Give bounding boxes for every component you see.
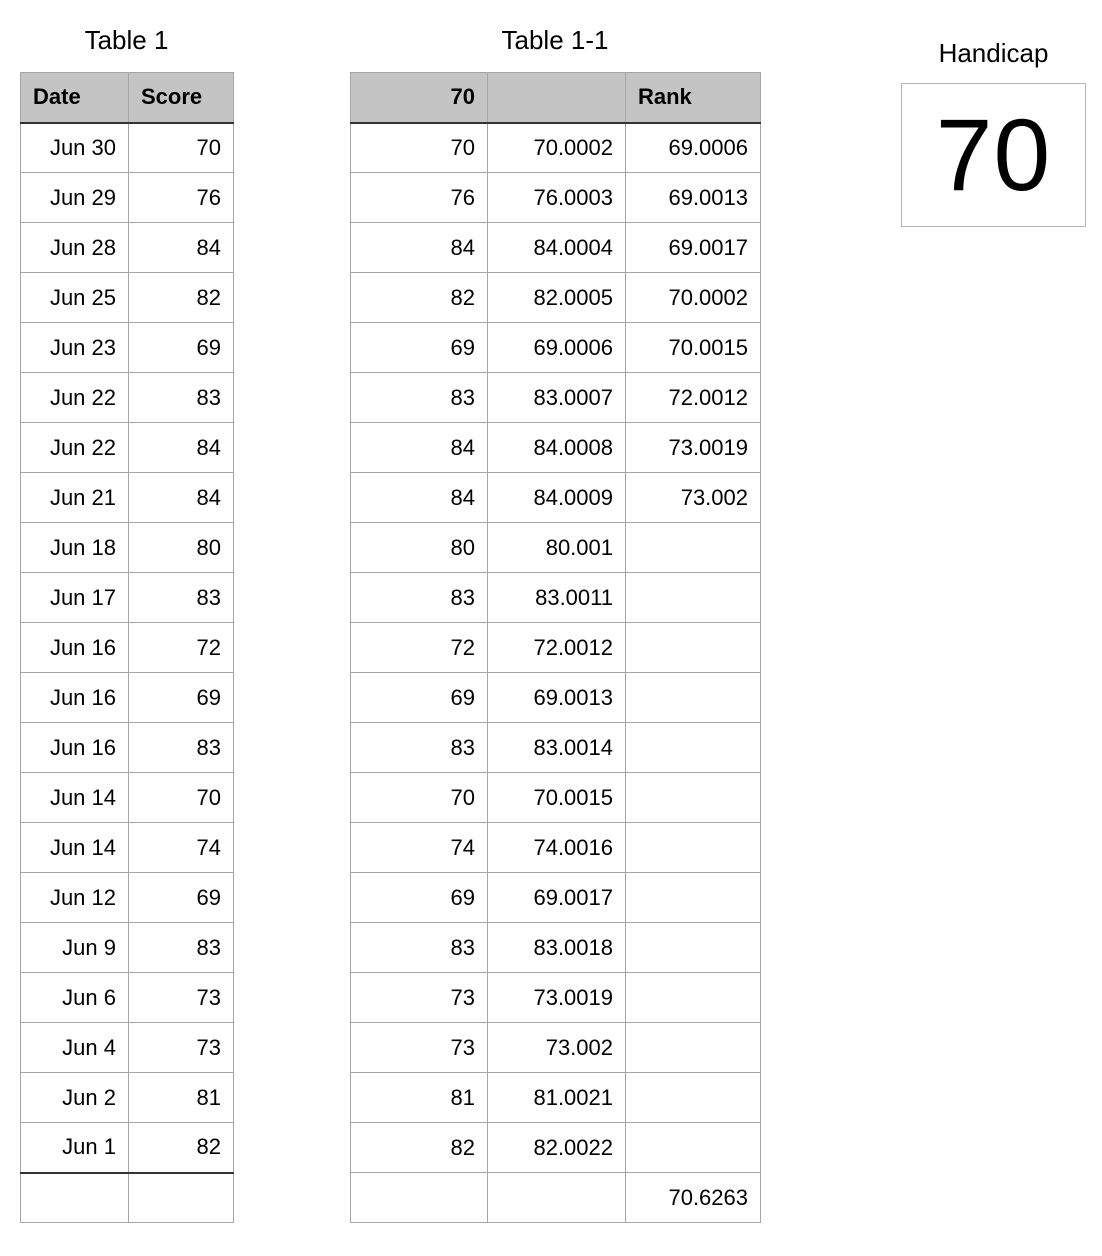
- handicap-title: Handicap: [938, 38, 1049, 68]
- rank-table: [350, 72, 761, 1223]
- table-row: [21, 573, 234, 623]
- cell[interactable]: 83.0018: [488, 923, 626, 973]
- table-row: [351, 1123, 761, 1173]
- table-row: [351, 723, 761, 773]
- cell[interactable]: 69: [129, 323, 234, 373]
- header-cell[interactable]: 70: [351, 73, 488, 123]
- cell[interactable]: [626, 823, 761, 873]
- cell[interactable]: 73: [351, 1023, 488, 1073]
- cell[interactable]: 83: [351, 573, 488, 623]
- cell[interactable]: 70.0015: [626, 323, 761, 373]
- table-row: [351, 1073, 761, 1123]
- cell[interactable]: Jun 25: [21, 273, 129, 323]
- cell[interactable]: 83: [129, 373, 234, 423]
- header-cell[interactable]: Date: [21, 73, 129, 123]
- cell[interactable]: 72.0012: [488, 623, 626, 673]
- cell[interactable]: 70: [129, 123, 234, 173]
- table2-title: Table 1-1: [501, 25, 609, 55]
- cell[interactable]: Jun 16: [21, 723, 129, 773]
- table-row: [351, 823, 761, 873]
- cell[interactable]: Jun 22: [21, 373, 129, 423]
- cell[interactable]: 82: [129, 1123, 234, 1173]
- cell[interactable]: [129, 1173, 234, 1223]
- cell[interactable]: 69: [129, 873, 234, 923]
- cell[interactable]: 72: [351, 623, 488, 673]
- cell[interactable]: 84.0008: [488, 423, 626, 473]
- table-row: [21, 173, 234, 223]
- cell[interactable]: [626, 573, 761, 623]
- cell[interactable]: 69.0013: [626, 173, 761, 223]
- cell[interactable]: 83: [351, 923, 488, 973]
- cell[interactable]: [626, 623, 761, 673]
- cell[interactable]: 84: [129, 223, 234, 273]
- table-row: [21, 1123, 234, 1173]
- cell[interactable]: Jun 2: [21, 1073, 129, 1123]
- cell[interactable]: [351, 1173, 488, 1223]
- cell[interactable]: [488, 1173, 626, 1223]
- handicap-value: 70: [935, 98, 1052, 212]
- cell[interactable]: Jun 16: [21, 623, 129, 673]
- cell[interactable]: 84.0009: [488, 473, 626, 523]
- cell[interactable]: 82.0022: [488, 1123, 626, 1173]
- table-row: [351, 573, 761, 623]
- cell[interactable]: [21, 1173, 129, 1223]
- table-row: [21, 873, 234, 923]
- cell[interactable]: Jun 21: [21, 473, 129, 523]
- header-row: [351, 73, 761, 123]
- cell[interactable]: 74: [129, 823, 234, 873]
- table-row: [351, 223, 761, 273]
- cell[interactable]: [626, 1023, 761, 1073]
- table1-title: Table 1: [84, 25, 169, 55]
- cell[interactable]: 70.0002: [626, 273, 761, 323]
- cell[interactable]: 81: [351, 1073, 488, 1123]
- cell[interactable]: 76.0003: [488, 173, 626, 223]
- cell[interactable]: 84: [351, 223, 488, 273]
- cell[interactable]: 73.0019: [626, 423, 761, 473]
- table-row: [351, 773, 761, 823]
- cell[interactable]: Jun 14: [21, 773, 129, 823]
- table-row: [351, 123, 761, 173]
- cell[interactable]: 70.6263: [626, 1173, 761, 1223]
- cell[interactable]: 74: [351, 823, 488, 873]
- cell[interactable]: 76: [129, 173, 234, 223]
- table-row: [351, 373, 761, 423]
- rank-table-section: [350, 25, 760, 1223]
- cell[interactable]: 69: [351, 323, 488, 373]
- table-row: [21, 1023, 234, 1073]
- table-row: [21, 823, 234, 873]
- cell[interactable]: 69: [351, 673, 488, 723]
- table-row: [21, 773, 234, 823]
- cell[interactable]: Jun 30: [21, 123, 129, 173]
- table-row: [21, 223, 234, 273]
- table-row: [351, 623, 761, 673]
- cell[interactable]: 83.0011: [488, 573, 626, 623]
- table-row: [21, 473, 234, 523]
- table-row: [351, 423, 761, 473]
- cell[interactable]: Jun 12: [21, 873, 129, 923]
- cell[interactable]: 69.0006: [488, 323, 626, 373]
- footer-row: [351, 1173, 761, 1223]
- table-row: [21, 373, 234, 423]
- cell[interactable]: 81: [129, 1073, 234, 1123]
- table-row: [21, 273, 234, 323]
- handicap-section: [901, 38, 1086, 227]
- table-row: [351, 973, 761, 1023]
- table-row: [351, 323, 761, 373]
- cell[interactable]: [626, 723, 761, 773]
- cell[interactable]: [626, 923, 761, 973]
- table-row: [351, 273, 761, 323]
- cell[interactable]: 70: [129, 773, 234, 823]
- cell[interactable]: 83.0007: [488, 373, 626, 423]
- cell[interactable]: 72: [129, 623, 234, 673]
- cell[interactable]: [626, 1123, 761, 1173]
- cell[interactable]: [626, 973, 761, 1023]
- cell[interactable]: [626, 873, 761, 923]
- cell[interactable]: 69: [129, 673, 234, 723]
- cell[interactable]: Jun 23: [21, 323, 129, 373]
- cell[interactable]: Jun 29: [21, 173, 129, 223]
- cell[interactable]: 83.0014: [488, 723, 626, 773]
- cell[interactable]: [626, 1073, 761, 1123]
- cell[interactable]: 80: [129, 523, 234, 573]
- cell[interactable]: 69.0006: [626, 123, 761, 173]
- cell[interactable]: 82.0005: [488, 273, 626, 323]
- cell[interactable]: 70.0002: [488, 123, 626, 173]
- cell[interactable]: 73.002: [488, 1023, 626, 1073]
- cell[interactable]: Jun 18: [21, 523, 129, 573]
- cell[interactable]: 83: [351, 373, 488, 423]
- cell[interactable]: 82: [351, 1123, 488, 1173]
- table-row: [21, 323, 234, 373]
- cell[interactable]: 84: [351, 423, 488, 473]
- cell[interactable]: 72.0012: [626, 373, 761, 423]
- cell[interactable]: 83: [351, 723, 488, 773]
- cell[interactable]: 73: [351, 973, 488, 1023]
- table-row: [351, 673, 761, 723]
- cell[interactable]: 84: [129, 473, 234, 523]
- scores-table-section: [20, 25, 233, 1223]
- header-cell[interactable]: [488, 73, 626, 123]
- cell[interactable]: 80: [351, 523, 488, 573]
- table-row: [21, 923, 234, 973]
- table-row: [351, 523, 761, 573]
- cell[interactable]: 76: [351, 173, 488, 223]
- table-row: [21, 673, 234, 723]
- table-row: [351, 1023, 761, 1073]
- table-row: [21, 723, 234, 773]
- table-row: [21, 423, 234, 473]
- cell[interactable]: Jun 17: [21, 573, 129, 623]
- table-row: [351, 873, 761, 923]
- cell[interactable]: [626, 673, 761, 723]
- cell[interactable]: 69.0013: [488, 673, 626, 723]
- cell[interactable]: 74.0016: [488, 823, 626, 873]
- table-row: [21, 1073, 234, 1123]
- cell[interactable]: [626, 773, 761, 823]
- table-row: [351, 173, 761, 223]
- cell[interactable]: 81.0021: [488, 1073, 626, 1123]
- cell[interactable]: Jun 28: [21, 223, 129, 273]
- footer-row: [21, 1173, 234, 1223]
- cell[interactable]: 73.002: [626, 473, 761, 523]
- cell[interactable]: Jun 6: [21, 973, 129, 1023]
- handicap-value-box[interactable]: [901, 83, 1086, 227]
- cell[interactable]: 80.001: [488, 523, 626, 573]
- cell[interactable]: 69: [351, 873, 488, 923]
- cell[interactable]: [626, 523, 761, 573]
- table-row: [21, 523, 234, 573]
- cell[interactable]: 73: [129, 1023, 234, 1073]
- table-row: [351, 923, 761, 973]
- cell[interactable]: 84.0004: [488, 223, 626, 273]
- table-row: [21, 123, 234, 173]
- cell[interactable]: Jun 16: [21, 673, 129, 723]
- cell[interactable]: 83: [129, 723, 234, 773]
- cell[interactable]: 73.0019: [488, 973, 626, 1023]
- table-row: [351, 473, 761, 523]
- cell[interactable]: 83: [129, 923, 234, 973]
- cell[interactable]: 69.0017: [626, 223, 761, 273]
- cell[interactable]: Jun 14: [21, 823, 129, 873]
- cell[interactable]: Jun 1: [21, 1123, 129, 1173]
- cell[interactable]: 70.0015: [488, 773, 626, 823]
- cell[interactable]: 84: [351, 473, 488, 523]
- header-cell[interactable]: Score: [129, 73, 234, 123]
- cell[interactable]: 70: [351, 123, 488, 173]
- cell[interactable]: 83: [129, 573, 234, 623]
- table-row: [21, 973, 234, 1023]
- cell[interactable]: Jun 22: [21, 423, 129, 473]
- header-cell[interactable]: Rank: [626, 73, 761, 123]
- cell[interactable]: Jun 4: [21, 1023, 129, 1073]
- scores-table: [20, 72, 234, 1223]
- cell[interactable]: 73: [129, 973, 234, 1023]
- cell[interactable]: 69.0017: [488, 873, 626, 923]
- table-row: [21, 623, 234, 673]
- cell[interactable]: 82: [129, 273, 234, 323]
- cell[interactable]: 82: [351, 273, 488, 323]
- cell[interactable]: Jun 9: [21, 923, 129, 973]
- cell[interactable]: 84: [129, 423, 234, 473]
- header-row: [21, 73, 234, 123]
- cell[interactable]: 70: [351, 773, 488, 823]
